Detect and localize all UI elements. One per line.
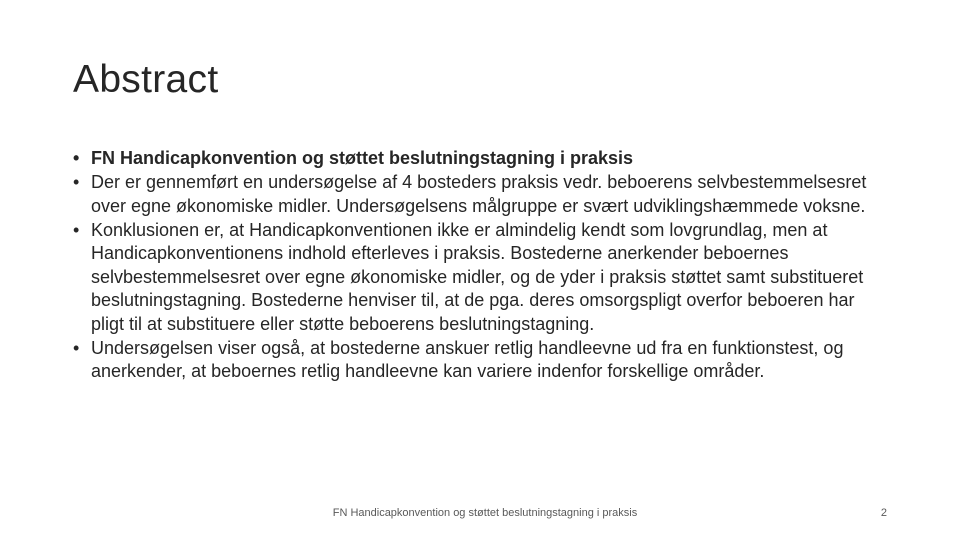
- slide-footer: FN Handicapkonvention og støttet beslutningstagning i praksis: [332, 507, 638, 519]
- bullet-item: • Undersøgelsen viser også, at bostederne anskuer retlig handleevne ud fra en funktionstest, og anerkender, at beboernes retlig handleevne kan variere indenfor forskellige områder.: [73, 337, 883, 384]
- bullet-list: [73, 147, 883, 384]
- slide-title: Abstract: [73, 58, 219, 101]
- bullet-item: • Der er gennemført en undersøgelse af 4 bosteders praksis vedr. beboerens selvbestemmelsesret over egne økonomiske midler. Undersøgelsens målgruppe er svært udviklingshæmmede voksne.: [73, 171, 883, 218]
- bullet-item: • Konklusionen er, at Handicapkonventionen ikke er almindelig kendt som lovgrundlag, men at Handicapkonventionens indhold efterleves i praksis. Bostederne anerkender beboernes selvbestemmelsesret over egne økonomiske midler, og de yder i praksis støttet samt substitueret beslutningstagning. Bostederne henviser til, at de pga. deres omsorgspligt overfor beboeren har pligt til at substituere eller støtte beboerens beslutningstagning.: [73, 219, 883, 337]
- page-number: 2: [880, 507, 887, 519]
- bullet-item: • FN Handicapkonvention og støttet beslutningstagning i praksis: [73, 147, 883, 171]
